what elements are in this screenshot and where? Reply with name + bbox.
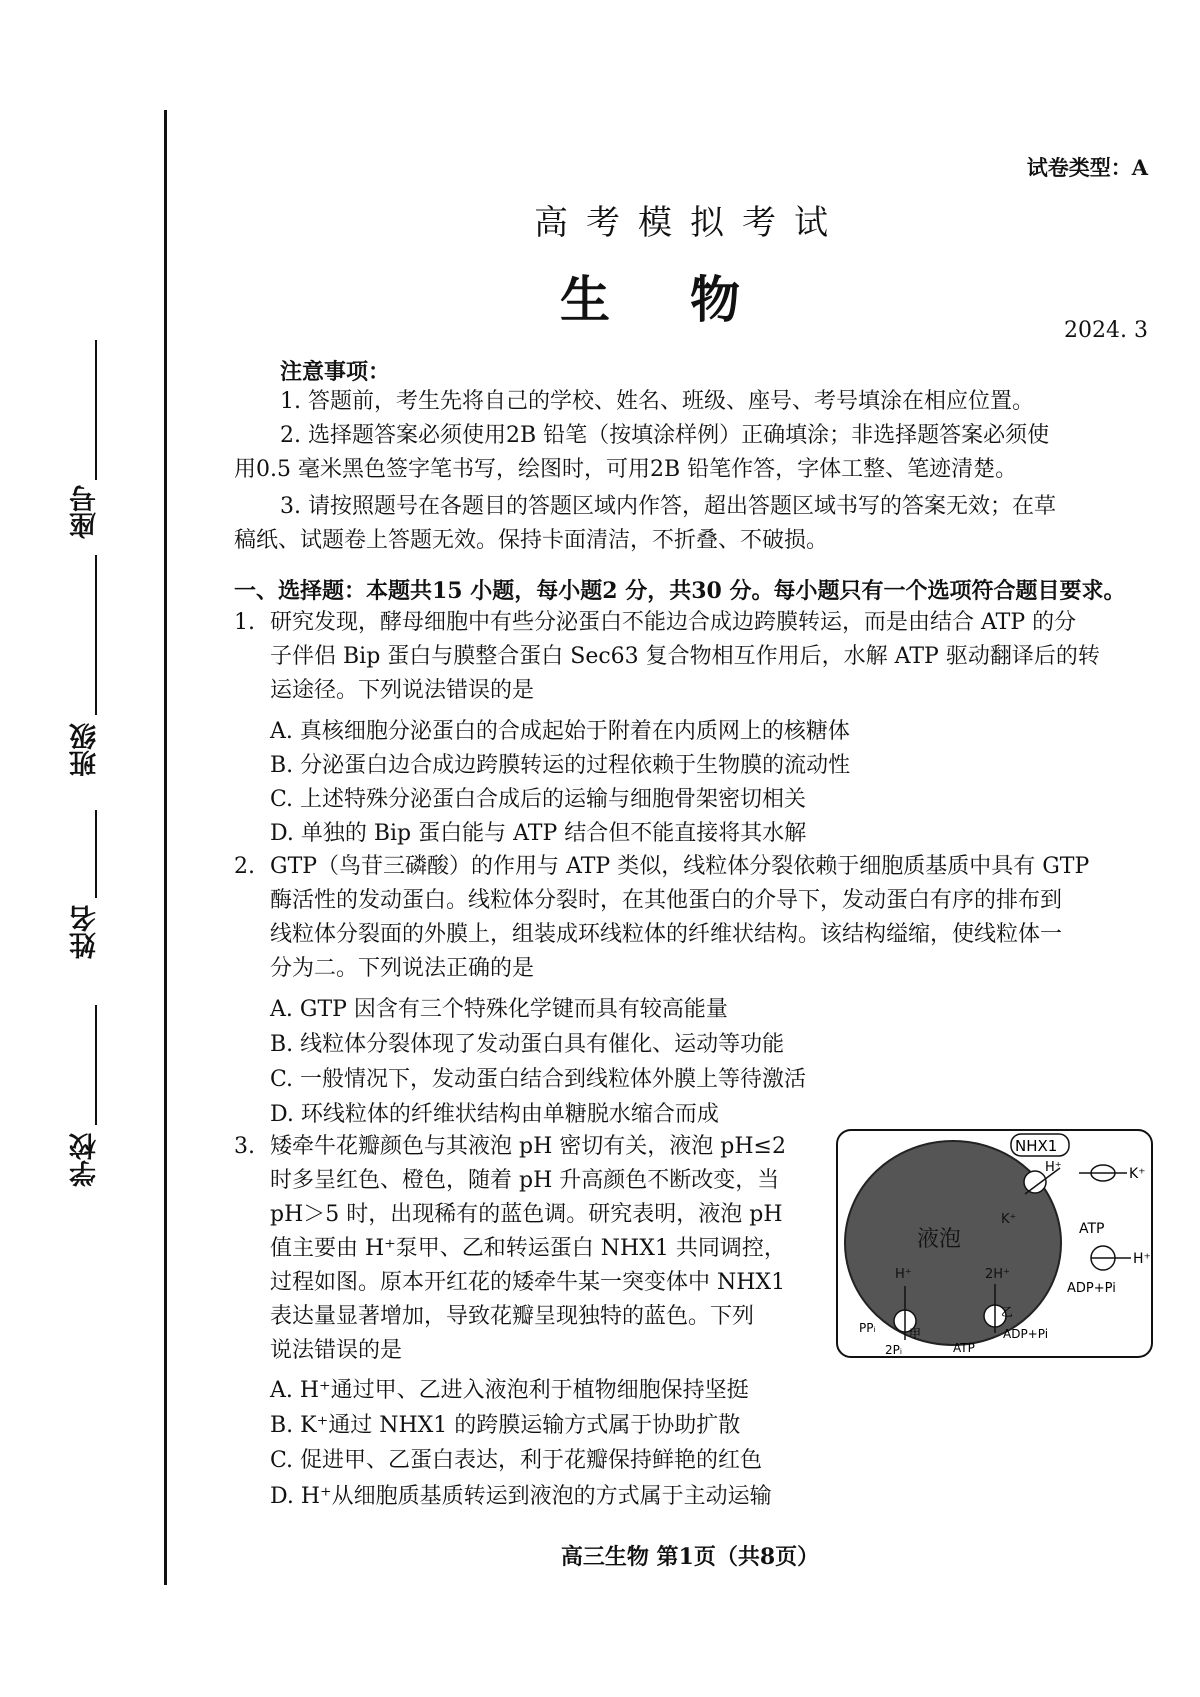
q3-option-c[interactable]: C. 促进甲、乙蛋白表达，利于花瓣保持鲜艳的红色	[270, 1448, 763, 1473]
paper-type: 试卷类型：A	[1026, 155, 1148, 180]
q1-option-c[interactable]: C. 上述特殊分泌蛋白合成后的运输与细胞骨架密切相关	[270, 787, 807, 812]
adp-pi-label: ADP+Pi	[1067, 1281, 1116, 1296]
atp-label: ATP	[1079, 1221, 1105, 1237]
nhx1-h-plus: H⁺	[1045, 1160, 1062, 1175]
class-label: 班级	[70, 723, 101, 777]
yi-two-h-plus: 2H⁺	[985, 1267, 1010, 1282]
two-pi-label: 2Pᵢ	[885, 1343, 903, 1357]
q1-option-d[interactable]: D. 单独的 Bip 蛋白能与 ATP 结合但不能直接将其水解	[270, 821, 807, 846]
q1-number: 1.	[234, 610, 255, 635]
seat-field	[66, 340, 126, 540]
school-field	[66, 1005, 126, 1205]
section-heading: 一、选择题：本题共15 小题，每小题2 分，共30 分。每小题只有一个选项符合题目要求。	[234, 578, 1126, 604]
ppi-label: PPᵢ	[859, 1321, 876, 1335]
notice-item-1: 1. 答题前，考生先将自己的学校、姓名、班级、座号、考号填涂在相应位置。	[280, 389, 1034, 414]
q2-stem-line-4: 分为二。下列说法正确的是	[270, 956, 535, 981]
q3-stem-line-3: pH＞5 时，出现稀有的蓝色调。研究表明，液泡 pH	[270, 1202, 783, 1227]
name-blank[interactable]	[95, 810, 97, 898]
vacuole-label: 液泡	[917, 1227, 962, 1252]
q3-option-b[interactable]: B. K⁺通过 NHX1 的跨膜运输方式属于协助扩散	[270, 1413, 741, 1438]
jia-h-plus: H⁺	[895, 1267, 912, 1282]
school-blank[interactable]	[95, 1005, 97, 1125]
q1-stem-line-1: 研究发现，酵母细胞中有些分泌蛋白不能边合成边跨膜转运，而是由结合 ATP 的分	[270, 610, 1077, 635]
q1-stem-line-3: 运途径。下列说法错误的是	[270, 678, 535, 703]
school-label: 学校	[70, 1133, 101, 1187]
seat-label: 座号	[70, 485, 101, 539]
q2-number: 2.	[234, 854, 255, 879]
q3-stem-line-7: 说法错误的是	[270, 1338, 403, 1363]
h-plus-out: H⁺	[1133, 1251, 1151, 1267]
nhx1-label: NHX1	[1015, 1137, 1058, 1155]
subject-title: 生物	[560, 270, 820, 329]
q3-option-d[interactable]: D. H⁺从细胞质基质转运到液泡的方式属于主动运输	[270, 1484, 772, 1509]
atp-bottom-label: ATP	[953, 1341, 975, 1355]
q2-option-b[interactable]: B. 线粒体分裂体现了发动蛋白具有催化、运动等功能	[270, 1032, 785, 1057]
q2-stem-line-3: 线粒体分裂面的外膜上，组装成环线粒体的纤维状结构。该结构缢缩，使线粒体一	[270, 922, 1063, 947]
nhx1-k-plus-in: K⁺	[1001, 1212, 1017, 1227]
seat-blank[interactable]	[95, 340, 97, 480]
name-field	[66, 810, 126, 1010]
q2-option-d[interactable]: D. 环线粒体的纤维状结构由单糖脱水缩合而成	[270, 1102, 719, 1127]
q3-option-a[interactable]: A. H⁺通过甲、乙进入液泡利于植物细胞保持坚挺	[270, 1378, 749, 1403]
q3-stem-line-2: 时多呈红色、橙色，随着 pH 升高颜色不断改变，当	[270, 1168, 780, 1193]
q3-stem-line-5: 过程如图。原本开红花的矮牵牛某一突变体中 NHX1	[270, 1270, 786, 1295]
q2-stem-line-2: 酶活性的发动蛋白。线粒体分裂时，在其他蛋白的介导下，发动蛋白有序的排布到	[270, 888, 1063, 913]
notice-item-3-line-1: 3. 请按照题号在各题目的答题区域内作答，超出答题区域书写的答案无效；在草	[280, 494, 1056, 519]
page-footer: 高三生物 第1页（共8页）	[560, 1544, 820, 1570]
q2-stem-line-1: GTP（鸟苷三磷酸）的作用与 ATP 类似，线粒体分裂依赖于细胞质基质中具有 GTP	[270, 854, 1090, 879]
q1-option-b[interactable]: B. 分泌蛋白边合成边跨膜转运的过程依赖于生物膜的流动性	[270, 753, 851, 778]
yi-label: 乙	[1001, 1305, 1014, 1319]
adp-pi-bottom-label: ADP+Pi	[1003, 1327, 1049, 1341]
q2-option-a[interactable]: A. GTP 因含有三个特殊化学键而具有较高能量	[270, 997, 728, 1022]
class-blank[interactable]	[95, 555, 97, 715]
nhx1-transporter	[1024, 1171, 1046, 1193]
notice-title: 注意事项：	[280, 359, 391, 385]
notice-item-2-line-1: 2. 选择题答案必须使用2B 铅笔（按填涂样例）正确填涂；非选择题答案必须使	[280, 423, 1050, 448]
q2-option-c[interactable]: C. 一般情况下，发动蛋白结合到线粒体外膜上等待激活	[270, 1067, 807, 1092]
name-label: 姓名	[70, 905, 101, 959]
q1-option-a[interactable]: A. 真核细胞分泌蛋白的合成起始于附着在内质网上的核糖体	[270, 719, 850, 744]
notice-item-3-line-2: 稿纸、试题卷上答题无效。保持卡面清洁，不折叠、不破损。	[234, 528, 829, 553]
exam-date: 2024. 3	[1064, 318, 1148, 343]
q1-stem-line-2: 子伴侣 Bip 蛋白与膜整合蛋白 Sec63 复合物相互作用后，水解 ATP 驱动翻译后的转	[270, 644, 1100, 669]
q3-number: 3.	[234, 1134, 255, 1159]
q3-stem-line-4: 值主要由 H⁺泵甲、乙和转运蛋白 NHX1 共同调控，	[270, 1236, 786, 1261]
class-field	[66, 555, 126, 795]
q3-figure	[835, 1128, 1155, 1360]
q3-stem-line-1: 矮牵牛花瓣颜色与其液泡 pH 密切有关，液泡 pH≤2	[270, 1134, 786, 1159]
q3-stem-line-6: 表达量显著增加，导致花瓣呈现独特的蓝色。下列	[270, 1304, 755, 1329]
exam-title: 高考模拟考试	[534, 203, 846, 243]
notice-item-2-line-2: 用0.5 毫米黑色签字笔书写，绘图时，可用2B 铅笔作答，字体工整、笔迹清楚。	[234, 457, 1018, 482]
k-plus-out: K⁺	[1129, 1166, 1146, 1182]
jia-label: 甲	[909, 1327, 922, 1341]
